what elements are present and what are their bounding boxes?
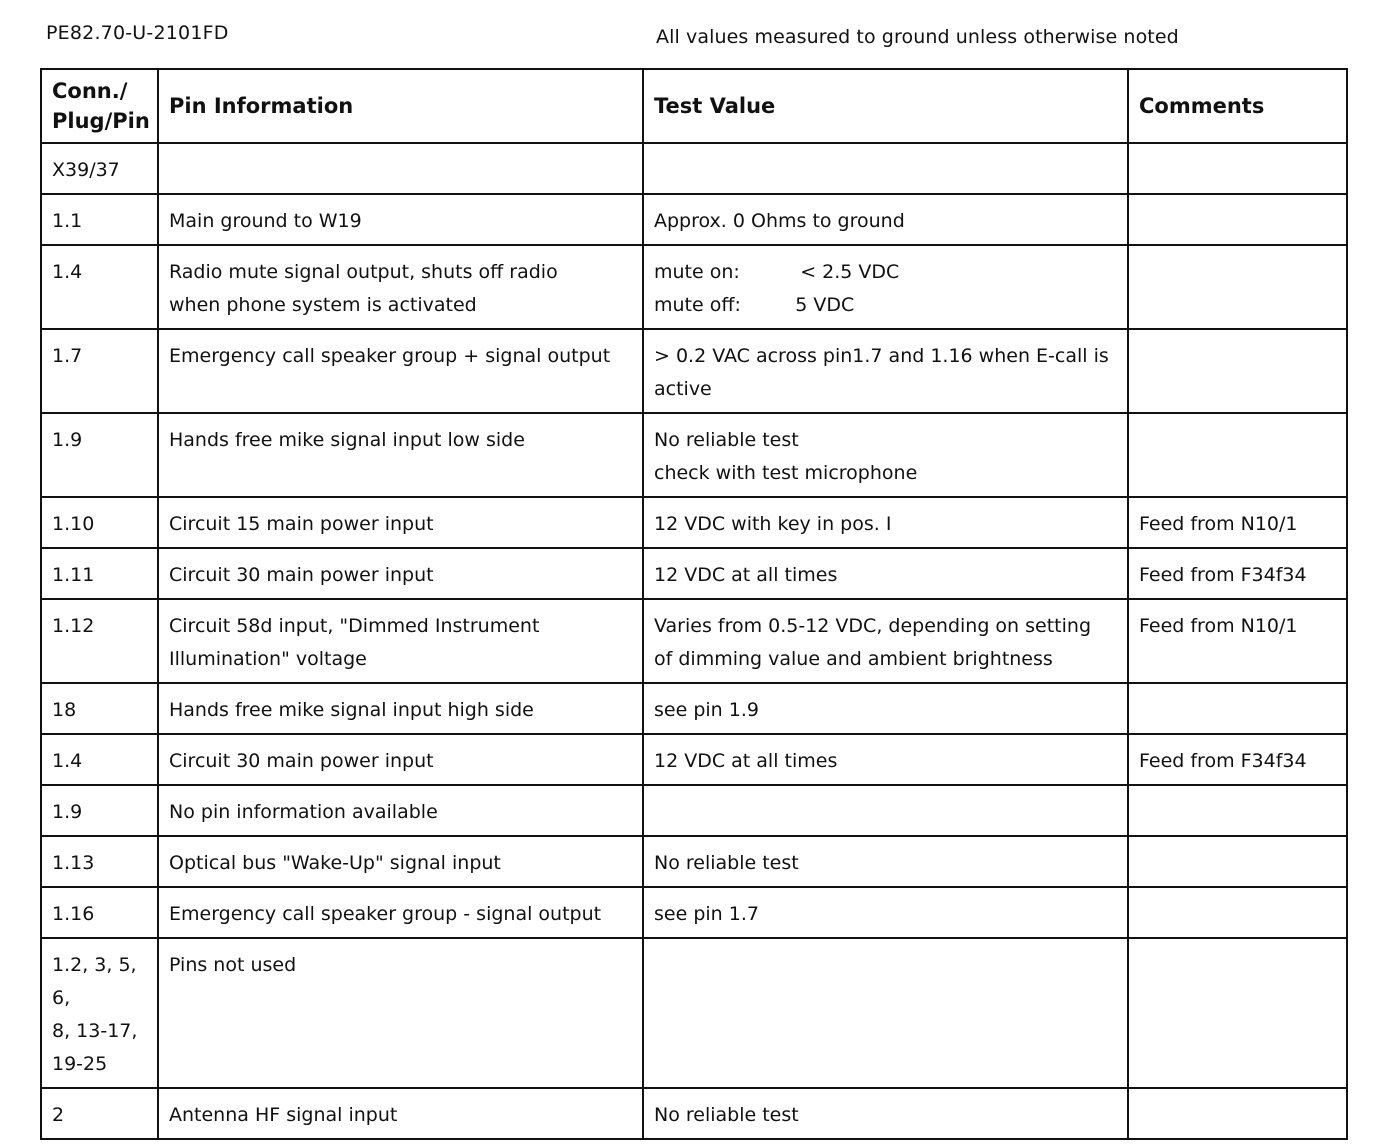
info-cell xyxy=(158,329,643,413)
table-row xyxy=(41,887,1347,938)
table-row xyxy=(41,785,1347,836)
test-cell xyxy=(643,887,1128,938)
pin-text: 1.11 xyxy=(52,564,95,586)
info-text: Hands free mike signal input low side xyxy=(169,429,525,451)
pin-text: 1.4 xyxy=(52,750,83,772)
test-text: No reliable test check with test microphone xyxy=(654,429,918,484)
comments-cell xyxy=(1128,599,1347,683)
test-cell xyxy=(643,143,1128,194)
info-text: No pin information available xyxy=(169,801,438,823)
test-text: 12 VDC at all times xyxy=(654,750,838,772)
table-row xyxy=(41,734,1347,785)
comments-cell xyxy=(1128,143,1347,194)
header-label: Comments xyxy=(1139,94,1265,118)
info-cell xyxy=(158,734,643,785)
pin-cell xyxy=(41,194,158,245)
test-cell xyxy=(643,599,1128,683)
pin-text: X39/37 xyxy=(52,159,120,181)
header-test-value xyxy=(643,69,1128,143)
info-cell xyxy=(158,1088,643,1139)
pin-text: 1.9 xyxy=(52,429,83,451)
table-row xyxy=(41,836,1347,887)
pin-cell xyxy=(41,143,158,194)
table-row xyxy=(41,245,1347,329)
test-text: mute on: < 2.5 VDC mute off: 5 VDC xyxy=(654,261,900,316)
info-cell xyxy=(158,497,643,548)
table-row xyxy=(41,1088,1347,1139)
table-header-row xyxy=(41,69,1347,143)
info-text: Hands free mike signal input high side xyxy=(169,699,534,721)
pin-text: 1.1 xyxy=(52,210,83,232)
info-cell xyxy=(158,887,643,938)
info-text: Main ground to W19 xyxy=(169,210,362,232)
pin-cell xyxy=(41,887,158,938)
table-row xyxy=(41,497,1347,548)
header-conn-plug-pin xyxy=(41,69,158,143)
comments-cell xyxy=(1128,413,1347,497)
info-text: Circuit 15 main power input xyxy=(169,513,434,535)
pin-cell xyxy=(41,836,158,887)
table-row xyxy=(41,329,1347,413)
pin-text: 1.7 xyxy=(52,345,83,367)
test-cell xyxy=(643,1088,1128,1139)
table-row xyxy=(41,683,1347,734)
info-cell xyxy=(158,245,643,329)
comments-cell xyxy=(1128,887,1347,938)
pin-cell xyxy=(41,734,158,785)
comments-cell xyxy=(1128,683,1347,734)
test-text: 12 VDC with key in pos. I xyxy=(654,513,892,535)
test-text: No reliable test xyxy=(654,852,799,874)
comments-cell xyxy=(1128,785,1347,836)
test-cell xyxy=(643,836,1128,887)
comments-cell xyxy=(1128,1088,1347,1139)
table-row xyxy=(41,194,1347,245)
table-row xyxy=(41,938,1347,1088)
pin-text: 1.12 xyxy=(52,615,95,637)
test-cell xyxy=(643,245,1128,329)
info-text: Pins not used xyxy=(169,954,297,976)
pin-text: 1.2, 3, 5, 6, 8, 13-17, 19-25 xyxy=(52,954,138,1075)
header-label: Test Value xyxy=(654,94,776,118)
info-cell xyxy=(158,785,643,836)
info-text: Optical bus "Wake-Up" signal input xyxy=(169,852,501,874)
table-row xyxy=(41,413,1347,497)
pin-text: 1.10 xyxy=(52,513,95,535)
pin-cell xyxy=(41,683,158,734)
info-text: Circuit 30 main power input xyxy=(169,564,434,586)
document-id: PE82.70-U-2101FD xyxy=(46,22,229,44)
test-text: No reliable test xyxy=(654,1104,799,1126)
info-text: Circuit 30 main power input xyxy=(169,750,434,772)
pin-cell xyxy=(41,1088,158,1139)
comments-text: Feed from N10/1 xyxy=(1139,615,1298,637)
comments-cell xyxy=(1128,329,1347,413)
test-cell xyxy=(643,938,1128,1088)
info-text: Emergency call speaker group + signal output xyxy=(169,345,611,367)
pin-text: 1.16 xyxy=(52,903,95,925)
info-cell xyxy=(158,683,643,734)
info-cell xyxy=(158,836,643,887)
info-cell xyxy=(158,194,643,245)
pin-text: 1.13 xyxy=(52,852,95,874)
test-text: 12 VDC at all times xyxy=(654,564,838,586)
info-text: Emergency call speaker group - signal output xyxy=(169,903,602,925)
pin-cell xyxy=(41,329,158,413)
test-cell xyxy=(643,413,1128,497)
table-row xyxy=(41,548,1347,599)
pin-information-table xyxy=(40,68,1348,1140)
comments-text: Feed from N10/1 xyxy=(1139,513,1298,535)
table-row xyxy=(41,599,1347,683)
comments-cell xyxy=(1128,548,1347,599)
test-text: see pin 1.9 xyxy=(654,699,759,721)
pin-cell xyxy=(41,548,158,599)
pin-cell xyxy=(41,245,158,329)
test-text: see pin 1.7 xyxy=(654,903,759,925)
test-cell xyxy=(643,194,1128,245)
info-cell xyxy=(158,413,643,497)
info-text: Antenna HF signal input xyxy=(169,1104,398,1126)
test-cell xyxy=(643,548,1128,599)
header-pin-information xyxy=(158,69,643,143)
info-text: Circuit 58d input, "Dimmed Instrument Illumination" voltage xyxy=(169,615,540,670)
test-cell xyxy=(643,785,1128,836)
pin-text: 2 xyxy=(52,1104,65,1126)
comments-text: Feed from F34f34 xyxy=(1139,564,1307,586)
test-text: Varies from 0.5-12 VDC, depending on setting of dimming value and ambient brightness xyxy=(654,615,1091,670)
measurement-note: All values measured to ground unless otherwise noted xyxy=(656,26,1179,48)
pin-cell xyxy=(41,599,158,683)
header-label: Conn./ Plug/Pin xyxy=(52,79,150,133)
table-row xyxy=(41,143,1347,194)
test-cell xyxy=(643,683,1128,734)
test-text: > 0.2 VAC across pin1.7 and 1.16 when E-call is active xyxy=(654,345,1109,400)
comments-cell xyxy=(1128,734,1347,785)
comments-cell xyxy=(1128,836,1347,887)
test-cell xyxy=(643,329,1128,413)
comments-cell xyxy=(1128,194,1347,245)
test-text: Approx. 0 Ohms to ground xyxy=(654,210,905,232)
comments-cell xyxy=(1128,938,1347,1088)
comments-cell xyxy=(1128,497,1347,548)
pin-cell xyxy=(41,413,158,497)
pin-cell xyxy=(41,497,158,548)
pin-text: 18 xyxy=(52,699,77,721)
info-cell xyxy=(158,143,643,194)
pin-text: 1.9 xyxy=(52,801,83,823)
comments-cell xyxy=(1128,245,1347,329)
header-label: Pin Information xyxy=(169,94,354,118)
info-text: Radio mute signal output, shuts off radio when phone system is activated xyxy=(169,261,558,316)
info-cell xyxy=(158,548,643,599)
comments-text: Feed from F34f34 xyxy=(1139,750,1307,772)
pin-text: 1.4 xyxy=(52,261,83,283)
test-cell xyxy=(643,497,1128,548)
info-cell xyxy=(158,599,643,683)
header-comments xyxy=(1128,69,1347,143)
test-cell xyxy=(643,734,1128,785)
info-cell xyxy=(158,938,643,1088)
pin-cell xyxy=(41,938,158,1088)
pin-cell xyxy=(41,785,158,836)
